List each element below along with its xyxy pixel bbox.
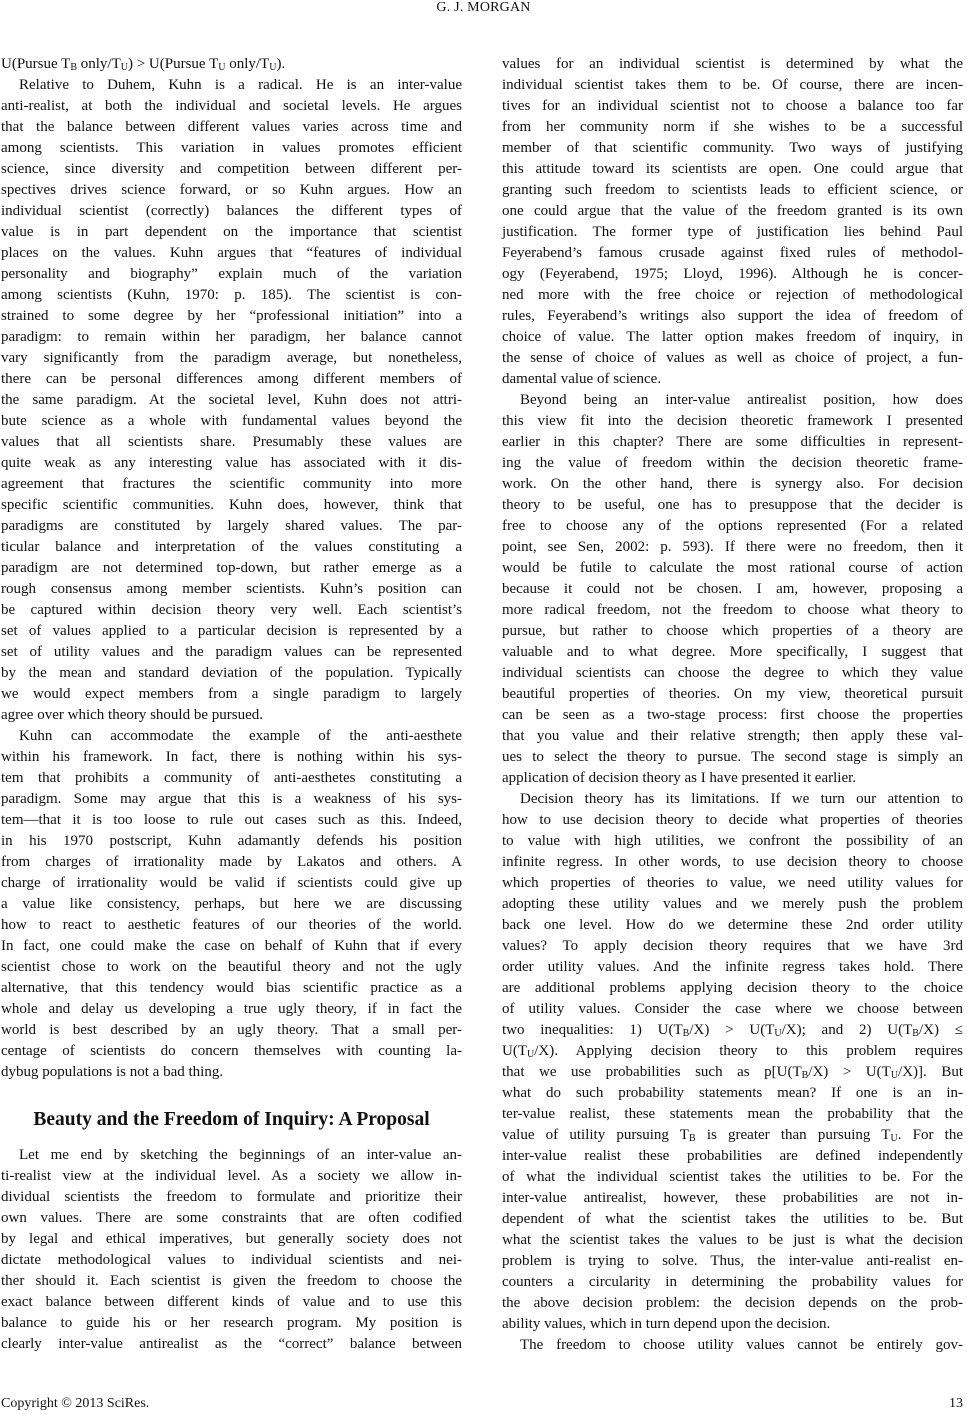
text-line: paradigms are constituted by largely shared values. The par-	[1, 517, 462, 534]
text-line: scientist chose to work on the beautiful theory and not the ugly	[1, 959, 462, 976]
text-line: paradigm are not determined top-down, but rather emerge as a	[1, 559, 462, 576]
paragraph	[502, 54, 963, 390]
text-line: Let me end by sketching the beginnings of an inter-value an-	[19, 1146, 462, 1163]
text-line: dictate methodological values to individual scientists and nei-	[1, 1251, 462, 1268]
text-line: individual scientist takes them to be. Of course, there are incen-	[502, 76, 963, 93]
text-line: what do such probability statements mean? If one is an in-	[502, 1085, 963, 1102]
text-line: quite weak as any interesting value has associated with it dis-	[1, 454, 462, 471]
text-line: ti-realist view at the individual level. As a society we allow in-	[1, 1167, 462, 1184]
text-line: because it could not be chosen. I am, however, proposing a	[502, 580, 963, 597]
text-line: dybug populations is not a bad thing.	[1, 1064, 224, 1081]
text-line: there can be personal differences among different members of	[1, 370, 462, 387]
text-line: value is in part dependent on the importance that scientist	[1, 223, 462, 240]
section-heading: Beauty and the Freedom of Inquiry: A Proposal	[33, 1109, 430, 1130]
text-line: are additional problems applying decision theory to the choice	[502, 980, 963, 997]
text-line: world is best described by an ugly theory. That a small per-	[1, 1022, 462, 1039]
text-line: of utility values. Consider the case where we choose between	[502, 1001, 963, 1018]
text-line: set of values applied to a particular decision is represented by a	[1, 622, 462, 639]
text-line: Relative to Duhem, Kuhn is a radical. He is an inter-value	[19, 76, 462, 93]
text-line: ability values, which in turn depend upon the decision.	[502, 1316, 831, 1333]
text-line: inter-value antirealist, however, these probabilities are not in-	[502, 1190, 963, 1207]
text-line: values? To apply decision theory requires that we have 3rd	[502, 938, 963, 955]
text-line: valuable and to what degree. More specifically, I suggest that	[502, 643, 963, 660]
left-column-section-body	[1, 1145, 462, 1355]
text-line: granting such freedom to scientists leads to efficient science, or	[502, 181, 963, 198]
text-line: that we use probabilities such as $p[U(T_B/X) > U(T_U/X)]$. But	[502, 1064, 963, 1082]
text-line: dependent of what the scientist takes the utilities to be. But	[502, 1211, 963, 1228]
text-line: problem is trying to solve. Thus, the inter-value anti-realist en-	[502, 1253, 963, 1270]
text-line: inter-value realist these probabilities are defined independently	[502, 1148, 963, 1165]
text-line: choice of value. The latter option makes freedom of inquiry, in	[502, 328, 963, 345]
text-line: work. On the other hand, there is synergy also. For decision	[502, 475, 963, 492]
text-line: ticular balance and interpretation of the values constituting a	[1, 538, 462, 555]
text-line: would be futile to calculate the most rational course of action	[502, 559, 963, 576]
text-line: damental value of science.	[502, 370, 662, 387]
text-line: U(Pursue $T_B$ only/$T_U$) > U(Pursue $T_U$ only/$T_U$).	[1, 55, 286, 73]
text-line: values for an individual scientist is determined by what the	[502, 55, 963, 72]
paragraph	[1, 1145, 462, 1355]
text-line: charge of irrationality would be valid if scientists could give up	[1, 875, 462, 892]
text-line: $U(T_U/X)$. Applying decision theory to this problem requires	[502, 1043, 963, 1061]
text-line: counters a circularity in determining the probability values for	[502, 1274, 963, 1291]
text-line: this view fit into the decision theoretic framework I presented	[502, 412, 963, 429]
paragraph	[1, 726, 462, 1083]
text-line: a value like consistency, perhaps, but here we are discussing	[1, 896, 462, 913]
text-line: value of utility pursuing $T_B$ is greater than pursuing $T_U$. For the	[502, 1127, 963, 1145]
copyright-footer: Copyright © 2013 SciRes.	[1, 1396, 150, 1411]
text-line: the above decision problem: the decision depends on the prob-	[502, 1295, 963, 1312]
text-line: science, since diversity and competition between different per-	[1, 160, 462, 177]
text-line: one could argue that the value of the freedom granted is its own	[502, 202, 963, 219]
text-line: the same paradigm. At the societal level, Kuhn does not attri-	[1, 391, 462, 408]
text-line: free to choose any of the options represented (For a related	[502, 517, 963, 534]
text-line: from charges of irrationality made by Lakatos and others. A	[1, 854, 462, 871]
text-line: ther should it. Each scientist is given the freedom to choose the	[1, 1272, 462, 1289]
text-line: values that all scientists share. Presumably these values are	[1, 433, 462, 450]
text-line: strained to some degree by her “professional initiation” into a	[1, 307, 462, 324]
text-line: agreement that fractures the scientific community into more	[1, 475, 462, 492]
paragraph	[1, 75, 462, 726]
text-line: back one level. How do we determine these 2nd order utility	[502, 917, 963, 934]
text-line: individual scientists can choose the degree to which they value	[502, 664, 963, 681]
text-line: personality and biography” explain much of the variation	[1, 265, 462, 282]
text-line: individual scientist (correctly) balances the different types of	[1, 202, 462, 219]
text-line: more radical freedom, not the freedom to choose what theory to	[502, 601, 963, 618]
text-line: adopting these utility values and we merely push the problem	[502, 896, 963, 913]
text-line: alternative, that this tendency would bias scientific practice as a	[1, 980, 462, 997]
text-line: be captured within decision theory very well. Each scientist’s	[1, 601, 462, 618]
text-line: that you value and their relative strength; then apply these val-	[502, 728, 963, 744]
text-line: how to react to aesthetic features of our theories of the world.	[1, 917, 462, 934]
text-line: paradigm: to remain within her paradigm, her balance cannot	[1, 328, 462, 345]
text-line: beautiful properties of theories. On my view, theoretical pursuit	[502, 685, 963, 702]
text-line: from her community norm if she wishes to be a successful	[502, 118, 963, 135]
text-line: by the mean and standard deviation of the population. Typically	[1, 664, 462, 681]
text-line: centage of scientists do concern themselves with counting la-	[1, 1043, 462, 1060]
text-line: can be seen as a two-stage process: first choose the properties	[502, 706, 963, 723]
text-line: of what the individual scientist takes the utilities to be. For the	[502, 1169, 963, 1186]
text-line: application of decision theory as I have presented it earlier.	[502, 770, 857, 787]
paragraph	[502, 789, 963, 1335]
text-line: member of that scientific community. Two ways of justifying	[502, 139, 963, 156]
text-line: order utility values. And the infinite regress takes hold. There	[502, 959, 963, 976]
text-line: agree over which theory should be pursued.	[1, 706, 264, 723]
text-line: ing the value of freedom within the decision theoretic frame-	[502, 454, 963, 471]
text-line: two inequalities: 1) $U(T_B/X) > U(T_U/X)$; and 2) $U(T_B/X)$ ≤	[502, 1022, 963, 1040]
paragraph	[502, 390, 963, 789]
text-line: infinite regress. In other words, to use decision theory to choose	[502, 854, 963, 871]
text-line: set of utility values and the paradigm values can be represented	[1, 643, 462, 660]
text-line: this attitude toward its scientists are open. One could argue that	[502, 160, 963, 177]
left-column-body	[1, 54, 462, 1084]
text-line: exact balance between different kinds of value and to use this	[1, 1293, 462, 1310]
text-line: dividual scientists the freedom to formulate and prioritize their	[1, 1188, 462, 1205]
paragraph	[1, 54, 462, 75]
paragraph	[502, 1335, 963, 1356]
text-line: ues to select the theory to pursue. The second stage is simply an	[502, 749, 963, 766]
text-line: specific scientific communities. Kuhn does, however, think that	[1, 496, 462, 513]
text-line: rules, Feyerabend’s writings also support the idea of freedom of	[502, 307, 963, 324]
text-line: tem—that it is too loose to rule out cases such as this. Indeed,	[1, 812, 462, 829]
running-head-author: G. J. MORGAN	[436, 0, 531, 15]
text-line: what the scientist takes the values to be just is what the decision	[502, 1232, 963, 1249]
text-line: pursue, but rather to choose which properties of a theory are	[502, 622, 963, 639]
text-line: Kuhn can accommodate the example of the anti-aesthete	[19, 728, 462, 744]
text-line: places on the values. Kuhn argues that “features of individual	[1, 244, 462, 261]
text-line: ogy (Feyerabend, 1975; Lloyd, 1996). Although he is concer-	[502, 265, 963, 282]
text-line: bute science as a whole with fundamental values beyond the	[1, 412, 462, 429]
text-line: own values. There are some constraints that are often codified	[1, 1209, 462, 1226]
text-line: ter-value realist, these statements mean the probability that the	[502, 1106, 963, 1123]
text-line: by legal and ethical imperatives, but generally society does not	[1, 1230, 462, 1247]
text-line: justification. The former type of justification lies behind Paul	[502, 223, 963, 240]
text-line: ned more with the free choice or rejection of methodological	[502, 286, 963, 303]
text-line: spectives drives science forward, or so Kuhn argues. How an	[1, 181, 462, 198]
text-line: rough consensus among member scientists. Kuhn’s position can	[1, 580, 462, 597]
text-line: within his framework. In fact, there is nothing within his sys-	[1, 749, 462, 766]
text-line: In fact, one could make the case on behalf of Kuhn that if every	[1, 938, 462, 955]
text-line: we would expect members from a single paradigm to largely	[1, 685, 462, 702]
text-line: vary significantly from the paradigm average, but nonetheless,	[1, 349, 462, 366]
text-line: that the balance between different values varies across time and	[1, 118, 462, 135]
text-line: point, see Sen, 2002: p. 593). If there were no freedom, then it	[502, 538, 963, 555]
text-line: Decision theory has its limitations. If we turn our attention to	[520, 791, 963, 808]
page-number: 13	[949, 1396, 963, 1411]
text-line: to value with high utilities, we confront the possibility of an	[502, 833, 963, 850]
text-line: in his 1970 postscript, Kuhn adamantly defends his position	[1, 833, 462, 850]
text-line: whole and delay us developing a true ugly theory, if in fact the	[1, 1001, 462, 1018]
text-line: The freedom to choose utility values cannot be entirely gov-	[520, 1337, 963, 1354]
text-line: tives for an individual scientist not to choose a balance too far	[502, 97, 963, 114]
text-line: how to use decision theory to decide what properties of theories	[502, 812, 963, 829]
text-line: Feyerabend’s famous crusade against fixed rules of methodol-	[502, 244, 963, 261]
text-line: among scientists. This variation in values promotes efficient	[1, 139, 462, 156]
text-line: which properties of theories to value, we need utility values for	[502, 875, 963, 892]
text-line: the sense of choice of values as well as choice of project, a fun-	[502, 349, 963, 366]
text-line: clearly inter-value antirealist as the “correct” balance between	[1, 1335, 462, 1352]
text-line: theory to be useful, one has to presuppose that the decider is	[502, 496, 963, 513]
text-line: paradigm. Some may argue that this is a weakness of his sys-	[1, 791, 462, 808]
text-line: anti-realist, at both the individual and societal levels. He argues	[1, 97, 462, 114]
text-line: balance to guide his or her research program. My position is	[1, 1314, 462, 1331]
text-line: earlier in this chapter? There are some difficulties in represent-	[502, 433, 963, 450]
text-line: Beyond being an inter-value antirealist position, how does	[520, 391, 963, 408]
right-column-body	[502, 54, 963, 1357]
text-line: tem that prohibits a community of anti-aesthetes constituting a	[1, 770, 462, 787]
text-line: among scientists (Kuhn, 1970: p. 185). The scientist is con-	[1, 286, 462, 303]
